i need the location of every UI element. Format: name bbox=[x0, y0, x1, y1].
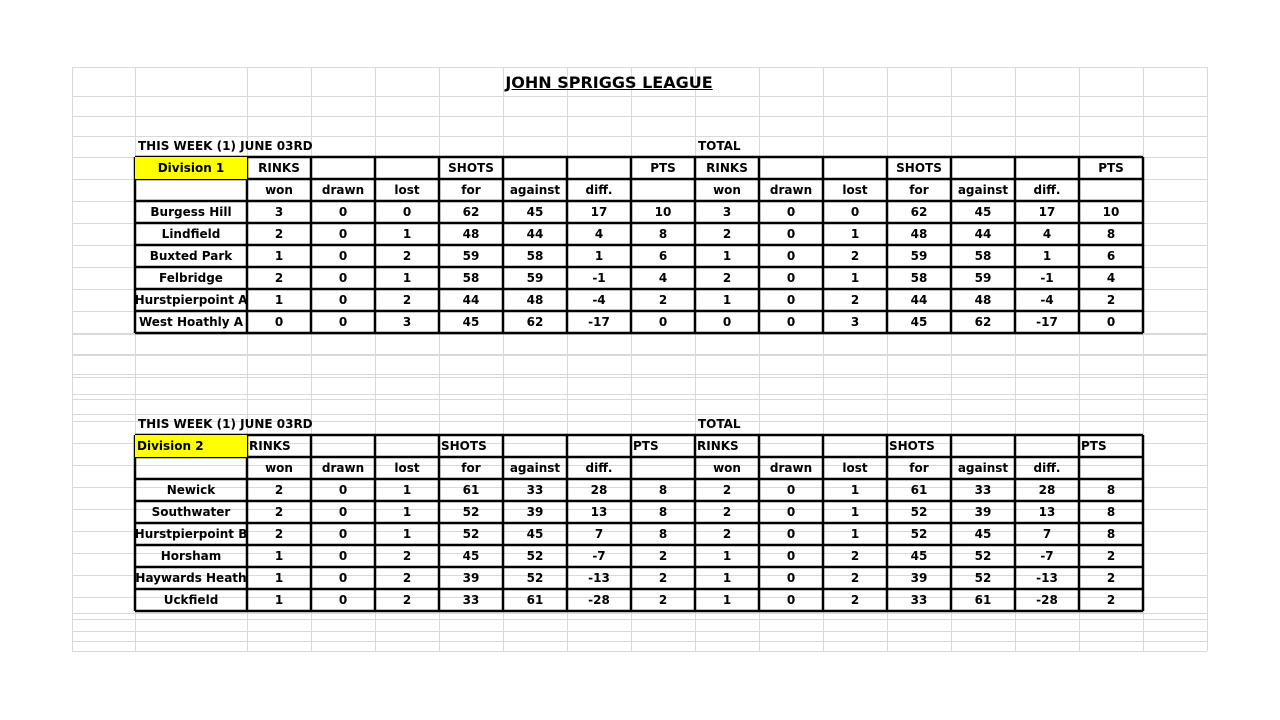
table-cell[interactable]: 8 bbox=[658, 483, 668, 497]
column-header[interactable]: drawn bbox=[321, 183, 365, 197]
group-header[interactable]: SHOTS bbox=[441, 439, 487, 453]
group-header[interactable]: PTS bbox=[1081, 439, 1107, 453]
division-label[interactable]: Division 1 bbox=[135, 157, 247, 179]
table-cell[interactable]: 39 bbox=[910, 571, 928, 585]
column-header[interactable]: won bbox=[265, 461, 293, 475]
table-cell[interactable]: 17 bbox=[590, 205, 608, 219]
table-cell[interactable]: 2 bbox=[722, 271, 732, 285]
group-header[interactable]: SHOTS bbox=[896, 161, 942, 175]
column-header[interactable]: diff. bbox=[585, 461, 613, 475]
column-header[interactable]: drawn bbox=[769, 183, 813, 197]
table-cell[interactable]: 1 bbox=[722, 249, 732, 263]
table-cell[interactable]: 39 bbox=[974, 505, 992, 519]
column-header[interactable]: for bbox=[909, 461, 929, 475]
table-cell[interactable]: 0 bbox=[338, 593, 348, 607]
column-header[interactable]: for bbox=[909, 183, 929, 197]
table-cell[interactable]: 33 bbox=[910, 593, 928, 607]
table-cell[interactable]: 45 bbox=[526, 205, 544, 219]
table-cell[interactable]: 61 bbox=[910, 483, 928, 497]
table-cell[interactable]: 2 bbox=[402, 571, 412, 585]
table-cell[interactable]: 59 bbox=[526, 271, 544, 285]
table-cell[interactable]: 1 bbox=[274, 293, 284, 307]
table-cell[interactable]: 52 bbox=[526, 549, 544, 563]
table-cell[interactable]: 2 bbox=[722, 505, 732, 519]
table-cell[interactable]: 0 bbox=[786, 571, 796, 585]
table-cell[interactable]: 2 bbox=[850, 571, 860, 585]
table-cell[interactable]: 0 bbox=[786, 271, 796, 285]
table-cell[interactable]: 1 bbox=[1042, 249, 1052, 263]
group-header[interactable]: PTS bbox=[650, 161, 676, 175]
group-header[interactable]: SHOTS bbox=[889, 439, 935, 453]
team-name[interactable]: Newick bbox=[166, 483, 216, 497]
table-cell[interactable]: 2 bbox=[658, 571, 668, 585]
column-header[interactable]: for bbox=[461, 461, 481, 475]
table-cell[interactable]: 2 bbox=[274, 227, 284, 241]
table-cell[interactable]: 58 bbox=[910, 271, 928, 285]
table-cell[interactable]: 2 bbox=[722, 527, 732, 541]
division-label[interactable]: Division 2 bbox=[135, 435, 247, 457]
table-cell[interactable]: 17 bbox=[1038, 205, 1056, 219]
table-cell[interactable]: 0 bbox=[658, 315, 668, 329]
group-header[interactable]: PTS bbox=[633, 439, 659, 453]
table-cell[interactable]: 0 bbox=[786, 483, 796, 497]
table-cell[interactable]: 1 bbox=[722, 549, 732, 563]
table-cell[interactable]: 4 bbox=[1042, 227, 1052, 241]
page-title: JOHN SPRIGGS LEAGUE bbox=[505, 72, 713, 92]
table-cell[interactable]: 2 bbox=[658, 549, 668, 563]
total-label: TOTAL bbox=[698, 139, 741, 153]
table-cell[interactable]: 2 bbox=[722, 483, 732, 497]
table-cell[interactable]: 61 bbox=[462, 483, 480, 497]
column-header[interactable]: for bbox=[461, 183, 481, 197]
table-cell[interactable]: 2 bbox=[402, 293, 412, 307]
column-header[interactable]: against bbox=[957, 183, 1009, 197]
table-cell[interactable]: 0 bbox=[786, 549, 796, 563]
this-week-label: THIS WEEK (1) JUNE 03RD bbox=[138, 139, 313, 153]
table-cell[interactable]: 7 bbox=[594, 527, 604, 541]
table-cell[interactable]: 1 bbox=[402, 227, 412, 241]
table-cell[interactable]: 2 bbox=[850, 249, 860, 263]
table-cell[interactable]: 0 bbox=[786, 293, 796, 307]
table-cell[interactable]: 2 bbox=[402, 549, 412, 563]
column-header[interactable]: won bbox=[265, 183, 293, 197]
table-cell[interactable]: 1 bbox=[850, 527, 860, 541]
table-cell[interactable]: 2 bbox=[274, 505, 284, 519]
column-header[interactable]: diff. bbox=[585, 183, 613, 197]
table-cell[interactable]: 62 bbox=[910, 205, 928, 219]
table-cell[interactable]: 33 bbox=[526, 483, 544, 497]
table-cell[interactable]: -1 bbox=[592, 271, 606, 285]
table-cell[interactable]: 8 bbox=[658, 527, 668, 541]
group-header[interactable]: RINKS bbox=[706, 161, 748, 175]
table-cell[interactable]: -4 bbox=[1040, 293, 1054, 307]
table-cell[interactable]: 52 bbox=[974, 571, 992, 585]
table-cell[interactable]: 28 bbox=[590, 483, 608, 497]
table-cell[interactable]: 0 bbox=[338, 249, 348, 263]
table-cell[interactable]: 0 bbox=[338, 205, 348, 219]
table-cell[interactable]: -13 bbox=[1036, 571, 1058, 585]
table-cell[interactable]: 1 bbox=[402, 505, 412, 519]
table-cell[interactable]: 39 bbox=[526, 505, 544, 519]
table-cell[interactable]: 0 bbox=[786, 249, 796, 263]
column-header[interactable]: lost bbox=[842, 183, 868, 197]
table-cell[interactable]: 1 bbox=[722, 593, 732, 607]
table-cell[interactable]: 3 bbox=[274, 205, 284, 219]
table-cell[interactable]: 8 bbox=[1106, 483, 1116, 497]
table-cell[interactable]: -1 bbox=[1040, 271, 1054, 285]
table-cell[interactable]: -13 bbox=[588, 571, 610, 585]
table-cell[interactable]: 48 bbox=[974, 293, 992, 307]
table-cell[interactable]: 0 bbox=[850, 205, 860, 219]
table-cell[interactable]: 52 bbox=[462, 527, 480, 541]
table-cell[interactable]: 58 bbox=[974, 249, 992, 263]
table-cell[interactable]: 2 bbox=[850, 549, 860, 563]
table-cell[interactable]: 0 bbox=[786, 527, 796, 541]
table-cell[interactable]: 13 bbox=[1038, 505, 1056, 519]
table-cell[interactable]: 62 bbox=[526, 315, 544, 329]
table-cell[interactable]: 2 bbox=[722, 227, 732, 241]
table-cell[interactable]: 0 bbox=[338, 527, 348, 541]
table-cell[interactable]: 28 bbox=[1038, 483, 1056, 497]
this-week-label: THIS WEEK (1) JUNE 03RD bbox=[138, 417, 313, 431]
table-cell[interactable]: 0 bbox=[338, 571, 348, 585]
table-cell[interactable]: 45 bbox=[462, 549, 480, 563]
team-name[interactable]: Felbridge bbox=[159, 271, 223, 285]
table-cell[interactable]: -4 bbox=[592, 293, 606, 307]
column-header[interactable]: lost bbox=[842, 461, 868, 475]
group-header[interactable]: SHOTS bbox=[448, 161, 494, 175]
table-cell[interactable]: 2 bbox=[658, 293, 668, 307]
table-cell[interactable]: 0 bbox=[338, 549, 348, 563]
table-cell[interactable]: 44 bbox=[974, 227, 992, 241]
table-cell[interactable]: -28 bbox=[588, 593, 610, 607]
table-cell[interactable]: 0 bbox=[338, 271, 348, 285]
table-cell[interactable]: 0 bbox=[338, 227, 348, 241]
table-cell[interactable]: 1 bbox=[850, 271, 860, 285]
column-header[interactable]: lost bbox=[394, 183, 420, 197]
group-header[interactable]: RINKS bbox=[249, 439, 291, 453]
table-cell[interactable]: 6 bbox=[1106, 249, 1116, 263]
table-cell[interactable]: 62 bbox=[974, 315, 992, 329]
column-header[interactable]: against bbox=[509, 461, 561, 475]
column-header[interactable]: diff. bbox=[1033, 461, 1061, 475]
team-name[interactable]: West Hoathly A bbox=[138, 315, 244, 329]
column-header[interactable]: won bbox=[713, 461, 741, 475]
table-cell[interactable]: 2 bbox=[274, 527, 284, 541]
table-cell[interactable]: 58 bbox=[462, 271, 480, 285]
table-cell[interactable]: 1 bbox=[274, 549, 284, 563]
column-header[interactable]: diff. bbox=[1033, 183, 1061, 197]
table-cell[interactable]: 52 bbox=[974, 549, 992, 563]
table-cell[interactable]: 59 bbox=[462, 249, 480, 263]
column-header[interactable]: drawn bbox=[321, 461, 365, 475]
table-cell[interactable]: 48 bbox=[910, 227, 928, 241]
table-cell[interactable]: 0 bbox=[786, 505, 796, 519]
table-cell[interactable]: -17 bbox=[588, 315, 610, 329]
table-cell[interactable]: 48 bbox=[526, 293, 544, 307]
table-cell[interactable]: 61 bbox=[526, 593, 544, 607]
column-header[interactable]: lost bbox=[394, 461, 420, 475]
table-cell[interactable]: 3 bbox=[850, 315, 860, 329]
table-cell[interactable]: 48 bbox=[462, 227, 480, 241]
table-cell[interactable]: 1 bbox=[594, 249, 604, 263]
table-cell[interactable]: 1 bbox=[850, 227, 860, 241]
table-cell[interactable]: 62 bbox=[462, 205, 480, 219]
table-cell[interactable]: -7 bbox=[592, 549, 606, 563]
table-cell[interactable]: 2 bbox=[1106, 549, 1116, 563]
table-cell[interactable]: 1 bbox=[402, 483, 412, 497]
group-header[interactable]: RINKS bbox=[697, 439, 739, 453]
table-cell[interactable]: 45 bbox=[462, 315, 480, 329]
table-cell[interactable]: 0 bbox=[1106, 315, 1116, 329]
table-cell[interactable]: 8 bbox=[1106, 227, 1116, 241]
table-cell[interactable]: 3 bbox=[722, 205, 732, 219]
table-cell[interactable]: 8 bbox=[1106, 505, 1116, 519]
table-cell[interactable]: 2 bbox=[274, 483, 284, 497]
team-name[interactable]: Hurstpierpoint B bbox=[135, 527, 247, 541]
table-cell[interactable]: 52 bbox=[526, 571, 544, 585]
table-cell[interactable]: 2 bbox=[1106, 571, 1116, 585]
team-name[interactable]: Burgess Hill bbox=[150, 205, 232, 219]
table-cell[interactable]: 45 bbox=[974, 205, 992, 219]
column-header[interactable]: drawn bbox=[769, 461, 813, 475]
table-cell[interactable]: 2 bbox=[1106, 293, 1116, 307]
table-cell[interactable]: 10 bbox=[654, 205, 672, 219]
team-name[interactable]: Southwater bbox=[151, 505, 231, 519]
table-cell[interactable]: 52 bbox=[462, 505, 480, 519]
table-cell[interactable]: 0 bbox=[786, 593, 796, 607]
table-cell[interactable]: 45 bbox=[910, 315, 928, 329]
table-cell[interactable]: 59 bbox=[910, 249, 928, 263]
table-cell[interactable]: 0 bbox=[338, 505, 348, 519]
table-cell[interactable]: 7 bbox=[1042, 527, 1052, 541]
table-cell[interactable]: 52 bbox=[910, 505, 928, 519]
table-cell[interactable]: 61 bbox=[974, 593, 992, 607]
table-cell[interactable]: 1 bbox=[274, 249, 284, 263]
group-header[interactable]: RINKS bbox=[258, 161, 300, 175]
team-name[interactable]: Hurstpierpoint A bbox=[135, 293, 247, 307]
table-cell[interactable]: 4 bbox=[658, 271, 668, 285]
table-cell[interactable]: 4 bbox=[1106, 271, 1116, 285]
table-cell[interactable]: 59 bbox=[974, 271, 992, 285]
table-cell[interactable]: 2 bbox=[850, 293, 860, 307]
table-cell[interactable]: 58 bbox=[526, 249, 544, 263]
table-cell[interactable]: 39 bbox=[462, 571, 480, 585]
table-cell[interactable]: 44 bbox=[526, 227, 544, 241]
table-cell[interactable]: 8 bbox=[658, 227, 668, 241]
table-cell[interactable]: 1 bbox=[850, 483, 860, 497]
table-cell[interactable]: 1 bbox=[274, 571, 284, 585]
table-cell[interactable]: 2 bbox=[274, 271, 284, 285]
table-cell[interactable]: 52 bbox=[910, 527, 928, 541]
table-cell[interactable]: 6 bbox=[658, 249, 668, 263]
column-header[interactable]: against bbox=[957, 461, 1009, 475]
column-header[interactable]: against bbox=[509, 183, 561, 197]
team-name[interactable]: Lindfield bbox=[161, 227, 221, 241]
table-cell[interactable]: 45 bbox=[910, 549, 928, 563]
table-cell[interactable]: 0 bbox=[274, 315, 284, 329]
table-cell[interactable]: 10 bbox=[1102, 205, 1120, 219]
table-cell[interactable]: 0 bbox=[786, 315, 796, 329]
table-cell[interactable]: 33 bbox=[974, 483, 992, 497]
table-cell[interactable]: 8 bbox=[1106, 527, 1116, 541]
table-cell[interactable]: 2 bbox=[1106, 593, 1116, 607]
table-cell[interactable]: 2 bbox=[402, 249, 412, 263]
table-cell[interactable]: 1 bbox=[402, 527, 412, 541]
table-cell[interactable]: 13 bbox=[590, 505, 608, 519]
table-cell[interactable]: 0 bbox=[338, 483, 348, 497]
column-header[interactable]: won bbox=[713, 183, 741, 197]
table-cell[interactable]: 8 bbox=[658, 505, 668, 519]
table-cell[interactable]: 0 bbox=[786, 205, 796, 219]
table-cell[interactable]: 0 bbox=[786, 227, 796, 241]
table-cell[interactable]: -7 bbox=[1040, 549, 1054, 563]
team-name[interactable]: Buxted Park bbox=[149, 249, 233, 263]
table-cell[interactable]: 0 bbox=[722, 315, 732, 329]
group-header[interactable]: PTS bbox=[1098, 161, 1124, 175]
table-cell[interactable]: 2 bbox=[402, 593, 412, 607]
table-cell[interactable]: 1 bbox=[850, 505, 860, 519]
table-cell[interactable]: 4 bbox=[594, 227, 604, 241]
table-cell[interactable]: 3 bbox=[402, 315, 412, 329]
table-cell[interactable]: 33 bbox=[462, 593, 480, 607]
table-cell[interactable]: 1 bbox=[722, 293, 732, 307]
total-label: TOTAL bbox=[698, 417, 741, 431]
table-cell[interactable]: 1 bbox=[274, 593, 284, 607]
table-cell[interactable]: 1 bbox=[722, 571, 732, 585]
table-cell[interactable]: 0 bbox=[338, 315, 348, 329]
table-cell[interactable]: 44 bbox=[462, 293, 480, 307]
table-cell[interactable]: 44 bbox=[910, 293, 928, 307]
table-cell[interactable]: 45 bbox=[974, 527, 992, 541]
team-name[interactable]: Haywards Heath bbox=[135, 571, 247, 585]
team-name[interactable]: Horsham bbox=[160, 549, 222, 563]
table-cell[interactable]: 45 bbox=[526, 527, 544, 541]
team-name[interactable]: Uckfield bbox=[163, 593, 219, 607]
table-cell[interactable]: 1 bbox=[402, 271, 412, 285]
table-cell[interactable]: 0 bbox=[338, 293, 348, 307]
table-cell[interactable]: -17 bbox=[1036, 315, 1058, 329]
table-cell[interactable]: 0 bbox=[402, 205, 412, 219]
table-cell[interactable]: 2 bbox=[850, 593, 860, 607]
table-cell[interactable]: 2 bbox=[658, 593, 668, 607]
table-cell[interactable]: -28 bbox=[1036, 593, 1058, 607]
